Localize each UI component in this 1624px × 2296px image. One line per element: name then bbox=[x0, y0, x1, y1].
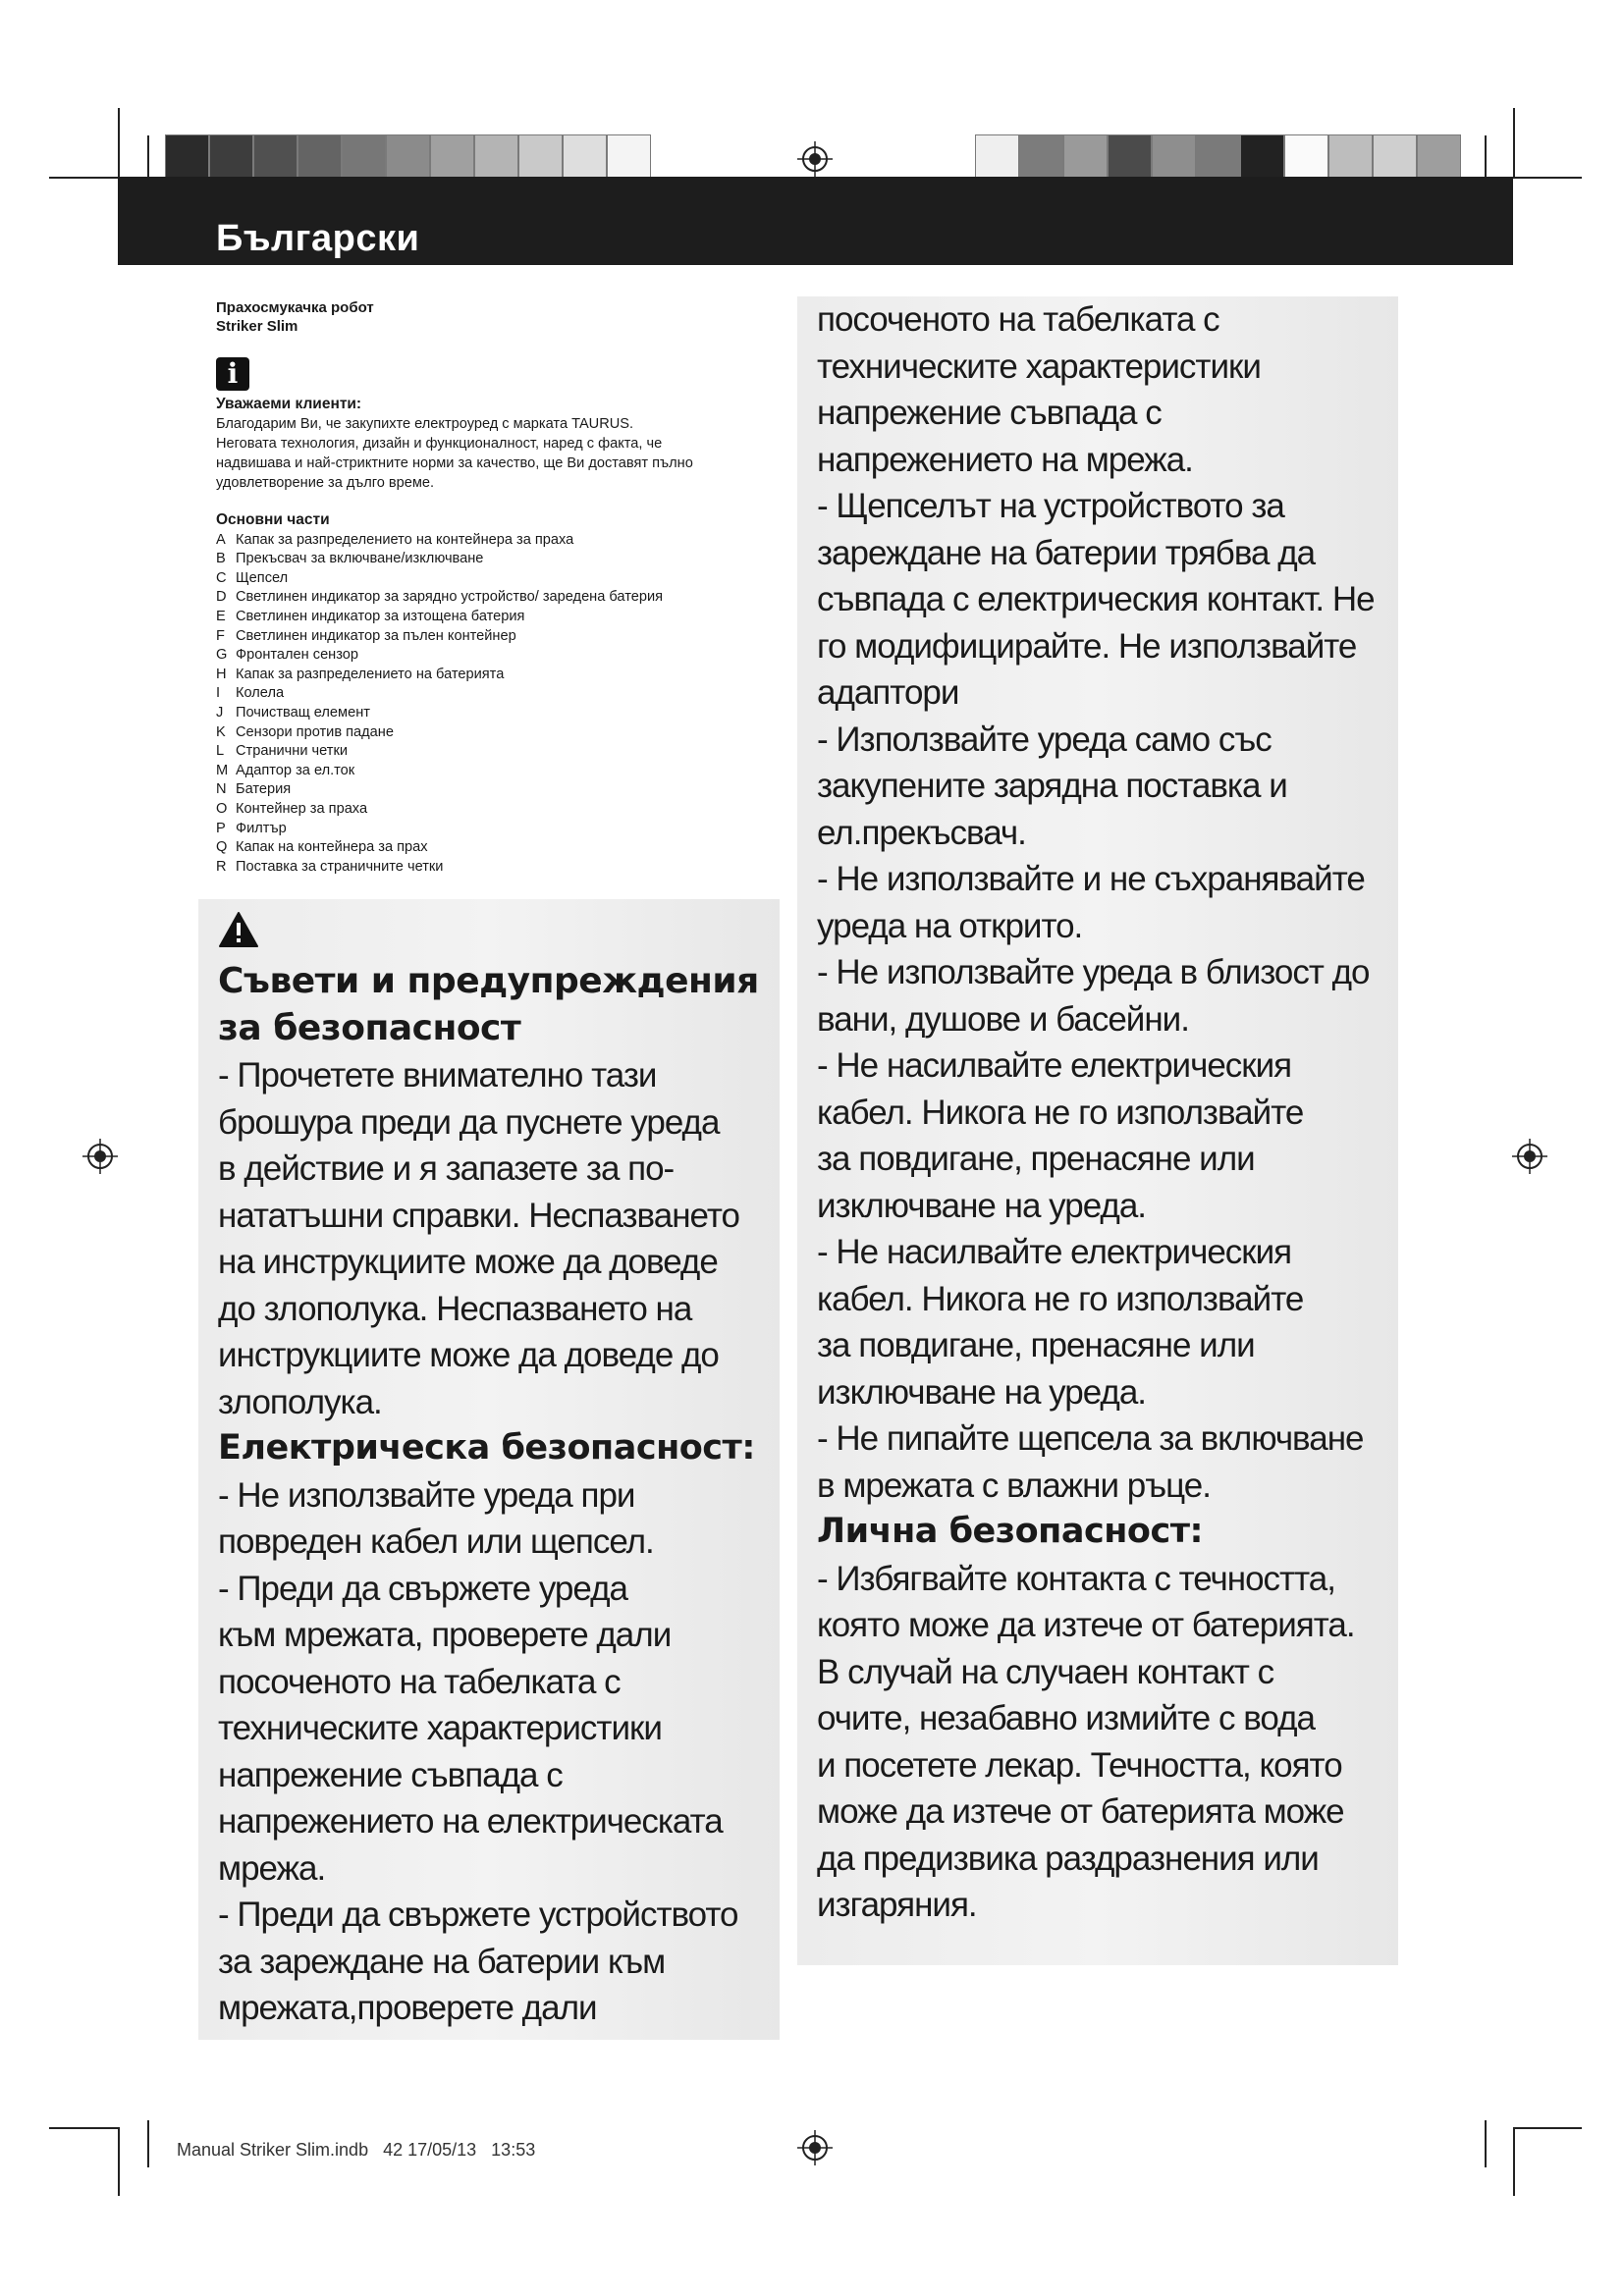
safety-text-line: В случай на случаен контакт с bbox=[817, 1652, 1274, 1691]
part-name: Капак за разпределението на батерията bbox=[236, 666, 505, 682]
part-item bbox=[216, 627, 785, 647]
safety-text-line: - Не пипайте щепсела за включване bbox=[817, 1419, 1364, 1458]
safety-text-line: към мрежата, проверете дали bbox=[218, 1616, 672, 1654]
safety-text-line: нататъшни справки. Неспазването bbox=[218, 1196, 739, 1235]
safety-text-line: изключване на уреда. bbox=[817, 1372, 1147, 1412]
part-name: Фронтален сензор bbox=[236, 647, 359, 664]
info-icon: i bbox=[216, 357, 249, 391]
safety-text-line: уреда на открито. bbox=[817, 906, 1083, 945]
color-swatch bbox=[386, 134, 430, 182]
crop-mark-bottom-right-v bbox=[1513, 2127, 1515, 2196]
part-name: Капак за разпределението на контейнера за праха bbox=[236, 531, 574, 548]
safety-text-line: кабел. Никога не го използвайте bbox=[817, 1093, 1304, 1132]
part-name: Светлинен индикатор за пълен контейнер bbox=[236, 627, 516, 644]
safety-text-line: го модифицирайте. Не използвайте bbox=[817, 626, 1357, 666]
part-letter: C bbox=[216, 569, 227, 586]
safety-text-line: техническите характеристики bbox=[817, 347, 1261, 386]
safety-text-line: - Не насилвайте електрическия bbox=[817, 1233, 1292, 1271]
safety-text-line: да предизвика раздразнения или bbox=[817, 1839, 1319, 1878]
safety-text-line: напрежението на мрежа. bbox=[817, 440, 1193, 479]
safety-text-line: - Не използвайте уреда в близост до bbox=[817, 953, 1370, 991]
intro-line: Неговата технология, дизайн и функционалност, наред с факта, че bbox=[216, 436, 663, 452]
crop-mark-bottom-left-v2 bbox=[147, 2120, 149, 2167]
safety-text-line: вани, душове и басейни. bbox=[817, 999, 1189, 1039]
part-name: Поставка за страничните четки bbox=[236, 858, 444, 875]
safety-title-line: Съвети и предупреждения bbox=[218, 961, 759, 1001]
part-name: Прекъсвач за включване/изключване bbox=[236, 551, 484, 567]
part-name: Контейнер за праха bbox=[236, 800, 368, 817]
part-letter: I bbox=[216, 685, 221, 702]
warning-triangle-icon bbox=[218, 911, 259, 948]
safety-text-line: - Не използвайте и не съхранявайте bbox=[817, 860, 1365, 898]
color-swatch bbox=[607, 134, 651, 182]
color-swatch bbox=[1240, 134, 1284, 182]
part-item bbox=[216, 550, 785, 569]
safety-text-line: - Щепселът на устройството за bbox=[817, 487, 1284, 525]
part-name: Странични четки bbox=[236, 743, 348, 760]
safety-text-line: - Не използвайте уреда при bbox=[218, 1475, 635, 1515]
part-item bbox=[216, 531, 785, 551]
part-item bbox=[216, 704, 785, 723]
product-type: Прахосмукачка робот bbox=[216, 299, 374, 316]
parts-title: Основни части bbox=[216, 511, 330, 528]
color-swatch bbox=[975, 134, 1019, 182]
part-name: Светлинен индикатор за зарядно устройство/ заредена батерия bbox=[236, 589, 664, 606]
color-swatch bbox=[563, 134, 607, 182]
safety-text-line: и посетете лекар. Течността, която bbox=[817, 1745, 1342, 1785]
part-letter: R bbox=[216, 858, 227, 875]
safety-text-line: мрежата,проверете дали bbox=[218, 1989, 597, 2027]
intro-line: Благодарим Ви, че закупихте електроуред с марката TAURUS. bbox=[216, 416, 634, 432]
part-letter: H bbox=[216, 666, 227, 682]
color-swatch bbox=[1328, 134, 1373, 182]
crop-mark-bottom-left-v bbox=[118, 2127, 120, 2196]
intro-line: удовлетворение за дълго време. bbox=[216, 475, 435, 491]
part-item bbox=[216, 838, 785, 858]
part-letter: B bbox=[216, 551, 226, 567]
section-heading: Лична безопасност: bbox=[817, 1512, 1203, 1551]
color-swatch bbox=[253, 134, 298, 182]
safety-text-line: съвпада с електрическия контакт. Не bbox=[817, 580, 1375, 618]
safety-text-line: посоченото на табелката с bbox=[817, 300, 1219, 339]
part-letter: D bbox=[216, 589, 227, 606]
color-swatch bbox=[342, 134, 386, 182]
part-letter: F bbox=[216, 627, 225, 644]
color-swatch bbox=[1417, 134, 1461, 182]
part-letter: N bbox=[216, 781, 227, 798]
part-name: Батерия bbox=[236, 781, 292, 798]
part-item bbox=[216, 780, 785, 800]
color-swatch bbox=[209, 134, 253, 182]
registration-mark-top-icon bbox=[797, 141, 833, 177]
part-name: Филтър bbox=[236, 820, 287, 836]
part-item bbox=[216, 762, 785, 781]
safety-text-line: до злополука. Неспазването на bbox=[218, 1289, 692, 1328]
part-letter: E bbox=[216, 608, 226, 624]
product-title bbox=[216, 298, 374, 336]
safety-text-line: напрежение съвпада с bbox=[817, 394, 1162, 432]
safety-text-line: инструкциите може да доведе до bbox=[218, 1336, 719, 1374]
safety-text-line: - Използвайте уреда само със bbox=[817, 720, 1272, 759]
safety-text-line: - Преди да свържете уреда bbox=[218, 1569, 627, 1608]
part-letter: O bbox=[216, 800, 228, 817]
part-item bbox=[216, 684, 785, 704]
color-swatch bbox=[1196, 134, 1240, 182]
safety-text-line: която може да изтече от батерията. bbox=[817, 1606, 1355, 1644]
color-swatch bbox=[518, 134, 563, 182]
part-name: Сензори против падане bbox=[236, 723, 394, 740]
section-heading: Електрическа безопасност: bbox=[218, 1428, 755, 1468]
part-item bbox=[216, 820, 785, 839]
color-swatch bbox=[1373, 134, 1417, 182]
part-letter: K bbox=[216, 723, 226, 740]
safety-text-line: закупените зарядна поставка и bbox=[817, 767, 1287, 805]
language-title: Български bbox=[216, 218, 420, 259]
color-swatch bbox=[165, 134, 209, 182]
part-letter: J bbox=[216, 704, 224, 721]
crop-mark-top-right-v bbox=[1513, 108, 1515, 177]
color-swatch bbox=[430, 134, 474, 182]
safety-title bbox=[218, 958, 768, 1052]
safety-text-line: брошура преди да пуснете уреда bbox=[218, 1102, 720, 1142]
crop-mark-bottom-left-h bbox=[49, 2127, 118, 2129]
intro-line: надвишава и най-стриктните норми за качество, ще Ви доставят пълно bbox=[216, 455, 693, 471]
part-item bbox=[216, 569, 785, 589]
safety-text-line: очите, незабавно измийте с вода bbox=[817, 1699, 1315, 1737]
safety-text-line: - Избягвайте контакта с течността, bbox=[817, 1559, 1335, 1598]
safety-text-line: изгаряния. bbox=[817, 1886, 977, 1924]
safety-text-line: изключване на уреда. bbox=[817, 1186, 1147, 1225]
part-item bbox=[216, 666, 785, 685]
product-model: Striker Slim bbox=[216, 318, 298, 335]
part-name: Колела bbox=[236, 685, 285, 702]
part-item bbox=[216, 588, 785, 608]
part-name: Светлинен индикатор за изтощена батерия bbox=[236, 608, 525, 624]
part-item bbox=[216, 858, 785, 878]
safety-text-left bbox=[218, 1052, 768, 2032]
crop-mark-top-right-v2 bbox=[1485, 135, 1487, 183]
safety-text-line: напрежението на електрическата bbox=[218, 1802, 723, 1841]
color-swatch bbox=[298, 134, 342, 182]
crop-mark-bottom-right-v2 bbox=[1485, 2120, 1487, 2167]
registration-mark-bottom-icon bbox=[797, 2130, 833, 2165]
part-letter: A bbox=[216, 531, 226, 548]
intro-text bbox=[216, 395, 766, 493]
language-header-bar bbox=[118, 177, 1513, 265]
safety-text-line: в действие и я запазете за по- bbox=[218, 1149, 675, 1188]
safety-text-line: напрежение съвпада с bbox=[218, 1755, 563, 1794]
part-letter: L bbox=[216, 743, 225, 760]
safety-title-line: за безопасност bbox=[218, 1008, 521, 1048]
safety-text-line: кабел. Никога не го използвайте bbox=[817, 1279, 1304, 1318]
safety-text-line: мрежа. bbox=[218, 1848, 326, 1888]
color-swatch bbox=[1063, 134, 1108, 182]
safety-text-line: посоченото на табелката с bbox=[218, 1662, 621, 1701]
safety-text-line: повреден кабел или щепсел. bbox=[218, 1522, 654, 1561]
color-bar-left bbox=[165, 134, 651, 182]
safety-text-line: може да изтече от батерията може bbox=[817, 1792, 1344, 1831]
safety-text-line: в мрежата с влажни ръце. bbox=[817, 1466, 1211, 1505]
intro-greeting: Уважаеми клиенти: bbox=[216, 396, 362, 412]
safety-text-line: ел.прекъсвач. bbox=[817, 813, 1026, 852]
safety-text-line: - Не насилвайте електрическия bbox=[817, 1046, 1292, 1085]
main-parts-list bbox=[216, 510, 785, 877]
part-name: Адаптор за ел.ток bbox=[236, 762, 355, 778]
safety-text-line: за зареждане на батерии към bbox=[218, 1942, 666, 1981]
color-bar-right bbox=[975, 134, 1461, 182]
part-letter: M bbox=[216, 762, 229, 778]
color-swatch bbox=[474, 134, 518, 182]
safety-text-line: зареждане на батерии трябва да bbox=[817, 533, 1316, 572]
part-item bbox=[216, 742, 785, 762]
part-letter: P bbox=[216, 820, 226, 836]
safety-text-line: техническите характеристики bbox=[218, 1709, 662, 1747]
safety-text-line: - Прочетете внимателно тази bbox=[218, 1056, 657, 1095]
color-swatch bbox=[1019, 134, 1063, 182]
part-item bbox=[216, 800, 785, 820]
crop-mark-top-left-v2 bbox=[147, 135, 149, 183]
crop-mark-bottom-right-h bbox=[1513, 2127, 1582, 2129]
safety-text-line: за повдигане, пренасяне или bbox=[817, 1326, 1255, 1364]
part-item bbox=[216, 608, 785, 627]
safety-text-line: за повдигане, пренасяне или bbox=[817, 1140, 1255, 1178]
print-footer: Manual Striker Slim.indb 42 17/05/13 13:53 bbox=[177, 2140, 536, 2160]
color-swatch bbox=[1108, 134, 1152, 182]
safety-text-line: адаптори bbox=[817, 673, 959, 712]
crop-mark-top-left-v bbox=[118, 108, 120, 177]
part-item bbox=[216, 646, 785, 666]
safety-text-right bbox=[817, 296, 1386, 1929]
safety-text-line: злополука. bbox=[218, 1382, 382, 1421]
part-name: Щепсел bbox=[236, 569, 289, 586]
part-item bbox=[216, 723, 785, 743]
part-letter: Q bbox=[216, 839, 228, 856]
color-swatch bbox=[1152, 134, 1196, 182]
registration-mark-right-icon bbox=[1512, 1139, 1547, 1174]
safety-text-line: на инструкциите може да доведе bbox=[218, 1243, 718, 1281]
crop-mark-top-left-h bbox=[49, 177, 118, 179]
part-name: Почистващ елемент bbox=[236, 704, 370, 721]
part-name: Капак на контейнера за прах bbox=[236, 839, 428, 856]
part-letter: G bbox=[216, 647, 228, 664]
color-swatch bbox=[1284, 134, 1328, 182]
registration-mark-left-icon bbox=[82, 1139, 118, 1174]
safety-text-line: - Преди да свържете устройството bbox=[218, 1896, 738, 1934]
crop-mark-top-right-h bbox=[1513, 177, 1582, 179]
